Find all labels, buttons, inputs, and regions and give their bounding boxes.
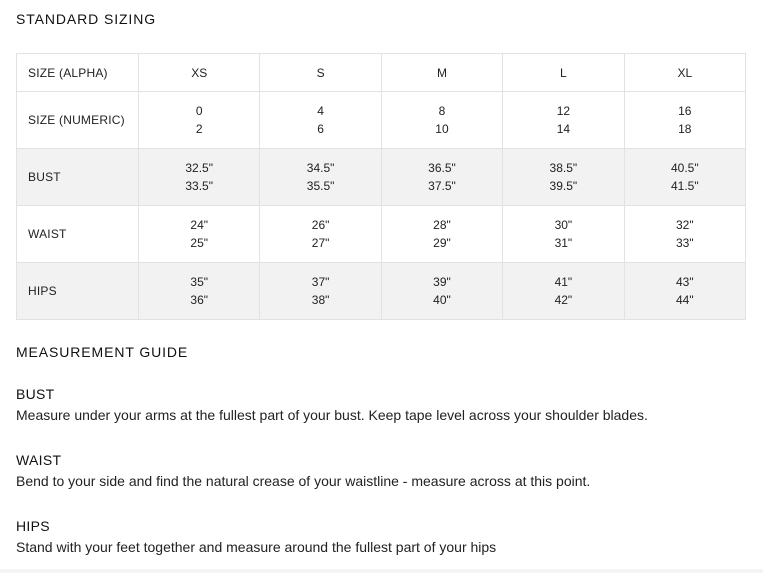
cell-value: 16 [678, 104, 692, 118]
table-cell [381, 92, 502, 149]
cell-value: 4 [317, 104, 324, 118]
guide-item-waist [16, 452, 756, 490]
table-row [17, 149, 746, 206]
row-label-bust: BUST [17, 149, 139, 206]
cell-value: 36.5" [428, 161, 456, 175]
cell-value: 39" [433, 275, 451, 289]
cell-value: 40" [433, 293, 451, 307]
cell-value: 32.5" [185, 161, 213, 175]
table-cell [260, 206, 381, 263]
guide-heading: BUST [16, 386, 55, 402]
cell-value: 24" [190, 218, 208, 232]
cell-value: 43" [675, 275, 694, 289]
table-cell [260, 263, 381, 320]
cell-value: 2 [195, 122, 203, 136]
cell-value: 18 [678, 122, 692, 136]
table-row [17, 54, 746, 92]
table-row [17, 206, 746, 263]
cell-value: 33.5" [185, 179, 213, 193]
guide-item-bust [16, 386, 756, 424]
guide-text: Stand with your feet together and measure around the fullest part of your hips [16, 539, 497, 555]
table-cell [139, 92, 260, 149]
size-table [16, 53, 746, 320]
table-cell [381, 54, 502, 92]
cell-value: L [560, 65, 567, 80]
standard-sizing-title: STANDARD SIZING [16, 11, 157, 27]
cell-value: 6 [317, 122, 324, 136]
row-label-waist: WAIST [17, 206, 139, 263]
table-cell [624, 54, 745, 92]
table-cell [381, 149, 502, 206]
cell-value: 37.5" [428, 179, 456, 193]
cell-value: 36" [190, 293, 208, 307]
bottom-edge [0, 569, 763, 573]
table-cell [139, 149, 260, 206]
table-cell [503, 263, 624, 320]
cell-value: M [436, 65, 447, 80]
cell-value: 38" [311, 293, 330, 307]
cell-value: 14 [556, 122, 571, 136]
table-cell [624, 206, 745, 263]
guide-heading: HIPS [16, 518, 50, 534]
cell-value: 37" [311, 275, 330, 289]
table-cell [624, 149, 745, 206]
cell-value: XL [677, 65, 693, 80]
cell-value: 33" [675, 236, 694, 250]
cell-value: 31" [554, 236, 573, 250]
cell-value: 38.5" [549, 161, 578, 175]
cell-value: 35.5" [306, 179, 335, 193]
table-row [17, 263, 746, 320]
cell-value: 28" [433, 218, 451, 232]
table-cell [139, 54, 260, 92]
row-label-hips: HIPS [17, 263, 139, 320]
cell-value: 29" [433, 236, 451, 250]
cell-value: 41" [554, 275, 573, 289]
cell-value: 40.5" [670, 161, 699, 175]
table-cell [381, 206, 502, 263]
table-cell [139, 206, 260, 263]
cell-value: 30" [554, 218, 573, 232]
row-label-size-numeric: SIZE (NUMERIC) [17, 92, 139, 149]
cell-value: 12 [556, 104, 571, 118]
row-label-size-alpha: SIZE (ALPHA) [17, 54, 139, 92]
guide-item-hips [16, 518, 756, 556]
cell-value: 25" [190, 236, 208, 250]
measurement-guide-title: MEASUREMENT GUIDE [16, 344, 189, 360]
guide-text: Measure under your arms at the fullest part of your bust. Keep tape level across your shoulder blades. [16, 407, 648, 423]
table-cell [503, 92, 624, 149]
cell-value: 42" [554, 293, 573, 307]
table-row [17, 92, 746, 149]
cell-value: 0 [195, 104, 203, 118]
table-cell [139, 263, 260, 320]
table-cell [260, 149, 381, 206]
table-cell [624, 92, 745, 149]
table-cell [624, 263, 745, 320]
table-cell [503, 54, 624, 92]
cell-value: 32" [675, 218, 694, 232]
table-cell [260, 54, 381, 92]
cell-value: 8 [438, 104, 446, 118]
cell-value: 27" [311, 236, 330, 250]
table-cell [260, 92, 381, 149]
table-cell [503, 149, 624, 206]
cell-value: 34.5" [306, 161, 335, 175]
cell-value: S [316, 65, 325, 80]
guide-heading: WAIST [16, 452, 62, 468]
cell-value: 44" [675, 293, 694, 307]
table-cell [503, 206, 624, 263]
table-cell [381, 263, 502, 320]
cell-value: 41.5" [670, 179, 699, 193]
cell-value: 39.5" [549, 179, 578, 193]
cell-value: 26" [311, 218, 330, 232]
cell-value: 10 [435, 122, 449, 136]
guide-text: Bend to your side and find the natural crease of your waistline - measure across at this point. [16, 473, 591, 489]
cell-value: XS [191, 65, 208, 80]
cell-value: 35" [190, 275, 208, 289]
